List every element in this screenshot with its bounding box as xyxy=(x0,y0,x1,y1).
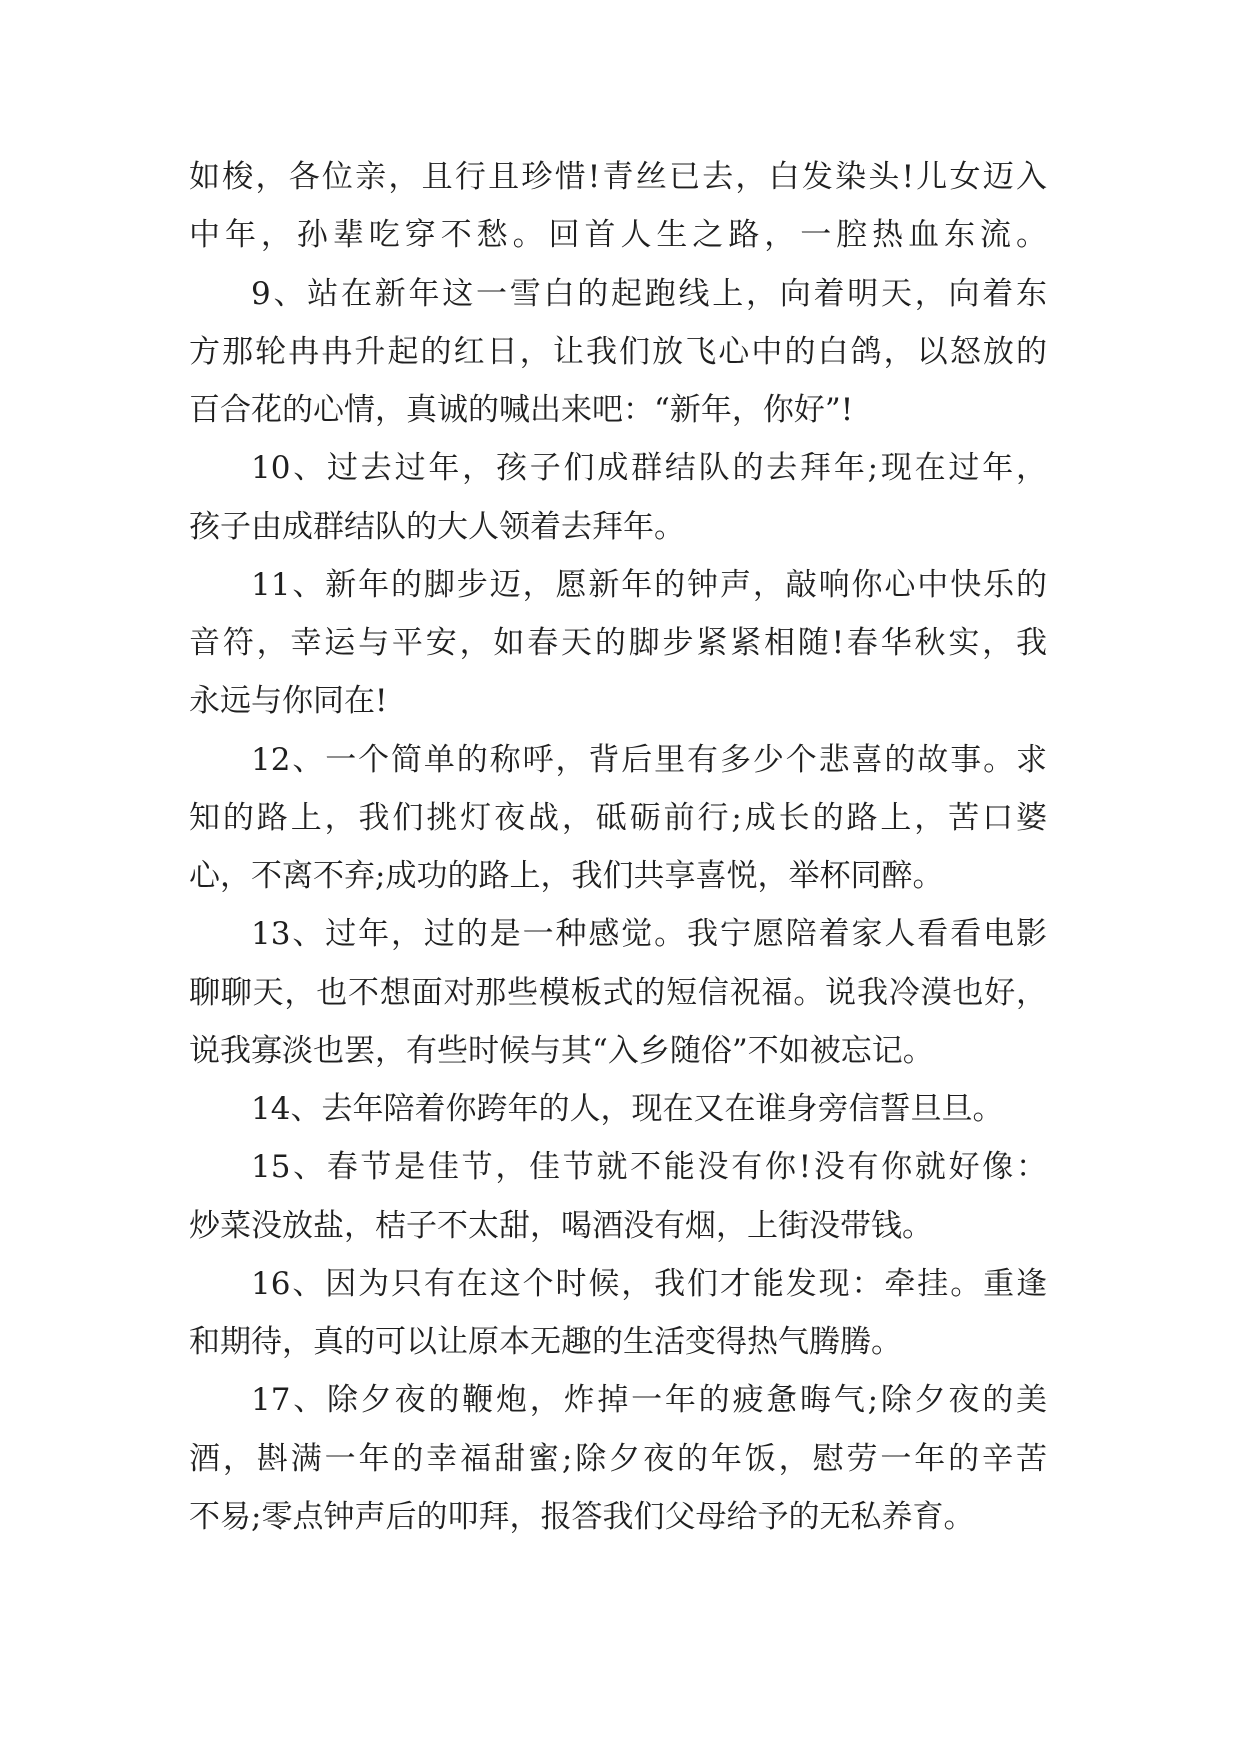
paragraph-13-line: 13、过年，过的是一种感觉。我宁愿陪着家人看看电影 xyxy=(251,916,1047,952)
text-line: 中年，孙辈吃穿不愁。回首人生之路，一腔热血东流。 xyxy=(189,217,1047,253)
text-line: 酒，斟满一年的幸福甜蜜;除夕夜的年饭，慰劳一年的辛苦 xyxy=(189,1441,1047,1477)
text-line: 百合花的心情，真诚的喊出来吧：“新年，你好”! xyxy=(189,392,854,428)
text-line: 永远与你同在! xyxy=(189,683,388,719)
paragraph-15-line: 15、春节是佳节，佳节就不能没有你!没有你就好像： xyxy=(251,1149,1047,1185)
text-line: 聊聊天，也不想面对那些模板式的短信祝福。说我冷漠也好， xyxy=(189,975,1047,1011)
paragraph-10-line: 10、过去过年，孩子们成群结队的去拜年;现在过年， xyxy=(251,450,1047,486)
text-line: 不易;零点钟声后的叩拜，报答我们父母给予的无私养育。 xyxy=(189,1499,975,1535)
paragraph-9-line: 9、站在新年这一雪白的起跑线上，向着明天，向着东 xyxy=(251,276,1047,312)
text-line: 如梭，各位亲，且行且珍惜!青丝已去，白发染头!儿女迈入 xyxy=(189,159,1047,195)
paragraph-17-line: 17、除夕夜的鞭炮，炸掉一年的疲惫晦气;除夕夜的美 xyxy=(251,1382,1047,1418)
text-line: 说我寡淡也罢，有些时候与其“入乡随俗”不如被忘记。 xyxy=(189,1033,934,1069)
text-line: 和期待，真的可以让原本无趣的生活变得热气腾腾。 xyxy=(189,1324,902,1360)
text-line: 炒菜没放盐，桔子不太甜，喝酒没有烟，上街没带钱。 xyxy=(189,1208,933,1244)
text-line: 音符，幸运与平安，如春天的脚步紧紧相随!春华秋实，我 xyxy=(189,625,1047,661)
text-line: 心，不离不弃;成功的路上，我们共享喜悦，举杯同醉。 xyxy=(189,858,944,894)
paragraph-11-line: 11、新年的脚步迈，愿新年的钟声，敲响你心中快乐的 xyxy=(251,567,1047,603)
paragraph-14-line: 14、去年陪着你跨年的人，现在又在谁身旁信誓旦旦。 xyxy=(251,1091,1004,1127)
text-line: 知的路上，我们挑灯夜战，砥砺前行;成长的路上，苦口婆 xyxy=(189,800,1047,836)
paragraph-12-line: 12、一个简单的称呼，背后里有多少个悲喜的故事。求 xyxy=(251,742,1047,778)
text-line: 孩子由成群结队的大人领着去拜年。 xyxy=(189,509,685,545)
paragraph-16-line: 16、因为只有在这个时候，我们才能发现：牵挂。重逢 xyxy=(251,1266,1047,1302)
text-line: 方那轮冉冉升起的红日，让我们放飞心中的白鸽，以怒放的 xyxy=(189,334,1047,370)
